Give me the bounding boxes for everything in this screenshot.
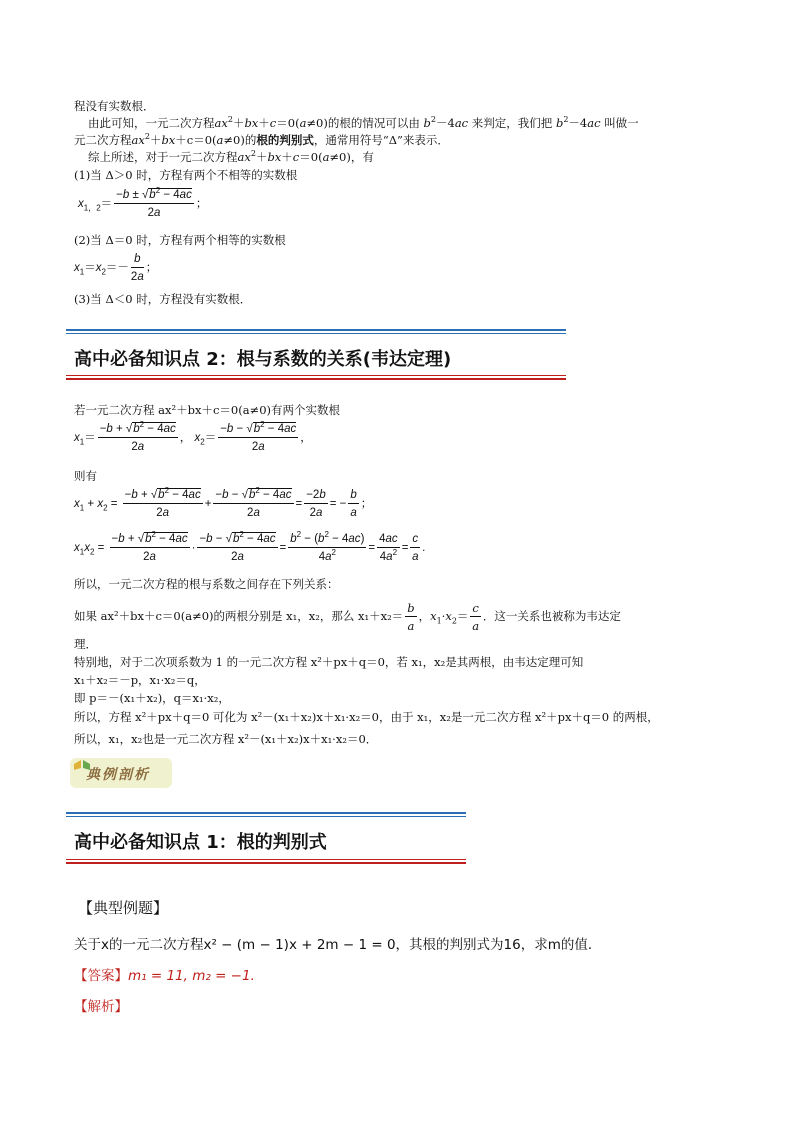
badge-label: 典例剖析 bbox=[86, 767, 150, 783]
text: 的根的情况可以由 bbox=[327, 116, 420, 130]
text-line: 即 p＝－(x₁＋x₂)，q＝x₁·x₂， bbox=[74, 691, 230, 705]
case-3: (3)当 Δ＜0 时，方程没有实数根． bbox=[74, 292, 252, 306]
text: 综上所述，对于一元二次方程 bbox=[88, 150, 238, 164]
text: 来判定，我们把 bbox=[471, 116, 553, 130]
text: 叫做一 bbox=[604, 116, 639, 130]
formula-roots: $x_{1,2}=$ $\frac{-b \pm √b^2 - 4ac}{2a}$ ； bbox=[78, 186, 208, 219]
answer-line bbox=[74, 969, 255, 983]
text-line: 理． bbox=[74, 637, 97, 651]
rule-blue-thin bbox=[66, 816, 466, 817]
text: ，有 bbox=[350, 150, 374, 164]
section-title-2: 高中必备知识点 2：根与系数的关系(韦达定理) bbox=[74, 349, 452, 370]
bold-term: 根的判别式 bbox=[256, 133, 314, 147]
rule-red bbox=[66, 378, 566, 380]
section-title-1: 高中必备知识点 1：根的判别式 bbox=[74, 832, 327, 853]
text: 如果 ax²＋bx＋c＝0(a≠0)的两根分别是 x₁，x₂，那么 x₁＋x₂＝ bbox=[74, 609, 404, 623]
case-1: (1)当 Δ＞0 时，方程有两个不相等的实数根 bbox=[74, 168, 298, 182]
text-line: 程没有实数根． bbox=[74, 99, 155, 113]
text-line: 所以，一元二次方程的根与系数之间存在下列关系： bbox=[74, 577, 339, 591]
text: 由此可知，一元二次方程 bbox=[88, 116, 215, 130]
vieta-relation: 如果 ax²＋bx＋c＝0(a≠0)的两根分别是 x₁，x₂，那么 x₁＋x₂＝ $\frac{b}{a}$ ，$x_1\cdot x_2=$ $\frac{c}{a}$ ．这一关系也被称为韦达定 bbox=[74, 601, 621, 633]
text: ．这一关系也被称为韦达定 bbox=[482, 609, 621, 623]
answer-value: m₁ = 11, m₂ = −1. bbox=[128, 968, 255, 984]
example-heading: 【典型例题】 bbox=[78, 899, 169, 917]
formula-x1-x2: $x_1=$ $\frac{-b + √b^2 - 4ac}{2a}$ ， $x_2=$ $\frac{-b - √b^2 - 4ac}{2a}$ ， bbox=[74, 420, 312, 453]
rule-blue bbox=[66, 812, 466, 814]
formula-sum: $x_1 + x_2$ = $\frac{-b + √b^2 - 4ac}{2a}$ + $\frac{-b - √b^2 - 4ac}{2a}$ = $\frac{-2b}{2a}$ = − $\frac{b}{a}$ ； bbox=[74, 486, 373, 519]
example-badge bbox=[70, 758, 172, 788]
text-line: 若一元二次方程 ax²＋bx＋c＝0(a≠0)有两个实数根 bbox=[74, 403, 340, 417]
text-line: x₁＋x₂＝－p，x₁·x₂＝q， bbox=[74, 673, 206, 687]
formula-product: $x_1x_2$ = $\frac{-b + √b^2 - 4ac}{2a}$ · $\frac{-b - √b^2 - 4ac}{2a}$ = $\frac{b^2 - (b^2 - 4ac)}{4a^2}$ = $\frac{4ac}{4a^2}$ = $\frac{c}{a}$ . bbox=[74, 530, 426, 563]
formula-equal-roots: $x_1=x_2=-$ $\frac{b}{2a}$ ； bbox=[74, 253, 158, 283]
problem-text: 关于x的一元二次方程x² − (m − 1)x + 2m − 1 = 0，其根的判别式为16，求m的值． bbox=[74, 937, 602, 953]
text: ，通常用符号“Δ”来表示． bbox=[313, 133, 449, 147]
case-2: (2)当 Δ＝0 时，方程有两个相等的实数根 bbox=[74, 233, 286, 247]
analysis-label bbox=[74, 1000, 128, 1014]
answer-label: 【答案】 bbox=[74, 968, 128, 984]
text-line: 元二次方程$ax^2+bx+c=0(a\ne 0)$的根的判别式，通常用符号“Δ”来表示． bbox=[74, 132, 449, 147]
text-line: 由此可知，一元二次方程$ax^2+bx+c=0(a\ne 0)$的根的情况可以由 $b^2-4ac$ 来判定，我们把 $b^2-4ac$ 叫做一 bbox=[88, 115, 639, 130]
rule-blue-thin bbox=[66, 333, 566, 334]
text-line: 特别地，对于二次项系数为 1 的一元二次方程 x²＋px＋q＝0，若 x₁，x₂是其两根，由韦达定理可知 bbox=[74, 655, 584, 669]
text-line: 综上所述，对于一元二次方程$ax^2+bx+c=0(a\ne 0)$，有 bbox=[88, 149, 374, 164]
text-line: 则有 bbox=[74, 469, 97, 483]
rule-blue bbox=[66, 329, 566, 331]
analysis-label-text: 【解析】 bbox=[74, 999, 128, 1015]
rule-red-thin bbox=[66, 375, 566, 376]
rule-red bbox=[66, 862, 466, 864]
text-line: 所以，x₁，x₂也是一元二次方程 x²－(x₁＋x₂)x＋x₁·x₂＝0． bbox=[74, 732, 378, 746]
text-line: 所以，方程 x²＋px＋q＝0 可化为 x²－(x₁＋x₂)x＋x₁·x₂＝0，由于 x₁，x₂是一元二次方程 x²＋px＋q＝0 的两根， bbox=[74, 710, 659, 724]
rule-red-thin bbox=[66, 859, 466, 860]
text: 元二次方程 bbox=[74, 133, 132, 147]
